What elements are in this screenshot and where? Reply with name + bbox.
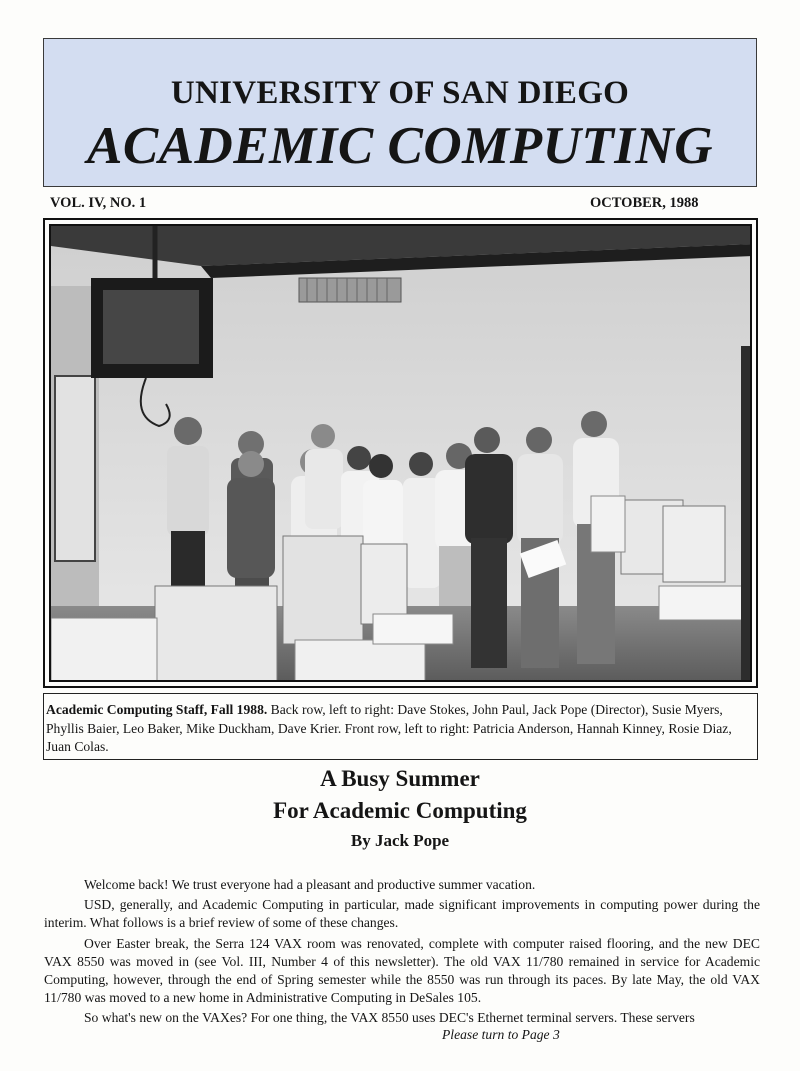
article-body bbox=[44, 876, 760, 1030]
issue-date: OCTOBER, 1988 bbox=[590, 195, 699, 211]
article-byline: By Jack Pope bbox=[350, 831, 450, 850]
university-title: UNIVERSITY OF SAN DIEGO bbox=[170, 75, 630, 111]
article-paragraph: Over Easter break, the Serra 124 VAX room was renovated, complete with computer raised flooring, and the new DEC VAX 8550 was moved in (see Vol. III, Number 4 of this newsletter). The old VAX 11/780 remained in service for Academic Computing, however, through the end of Spring semester while the 8550 was run through its paces. By late May, the old VAX 11/780 was moved to a new home in Administrative Computing in DeSales 105. bbox=[44, 935, 760, 1006]
article-title-line-2: For Academic Computing bbox=[273, 798, 527, 823]
staff-photo-image bbox=[49, 224, 752, 682]
article-title-line-1: A Busy Summer bbox=[320, 766, 480, 791]
continued-note: Please turn to Page 3 bbox=[442, 1027, 560, 1042]
staff-photo bbox=[43, 218, 758, 688]
staff-photo-illustration bbox=[51, 226, 752, 682]
article-paragraph: Welcome back! We trust everyone had a pleasant and productive summer vacation. bbox=[84, 877, 536, 892]
caption-lead: Academic Computing Staff, Fall 1988. bbox=[46, 702, 268, 717]
photo-caption bbox=[43, 693, 758, 760]
masthead bbox=[43, 38, 757, 187]
article-paragraph: So what's new on the VAXes? For one thing, the VAX 8550 uses DEC's Ethernet terminal servers. These servers bbox=[84, 1010, 695, 1026]
article-paragraph: USD, generally, and Academic Computing in particular, made significant improvements in computing power during the interim. What follows is a brief review of some of these changes. bbox=[44, 897, 760, 931]
caption-text: Back row, left to right: Dave Stokes, John Paul, Jack Pope (Director), Susie Myers, Phyllis Baier, Leo Baker, Mike Duckham, Dave Krier. Front row, left to right: Patricia Anderson, Hannah Kinney, Rosie Diaz, Juan Colas. bbox=[46, 702, 732, 754]
volume-number: VOL. IV, NO. 1 bbox=[50, 195, 147, 211]
newsletter-title: ACADEMIC COMPUTING bbox=[87, 117, 713, 175]
